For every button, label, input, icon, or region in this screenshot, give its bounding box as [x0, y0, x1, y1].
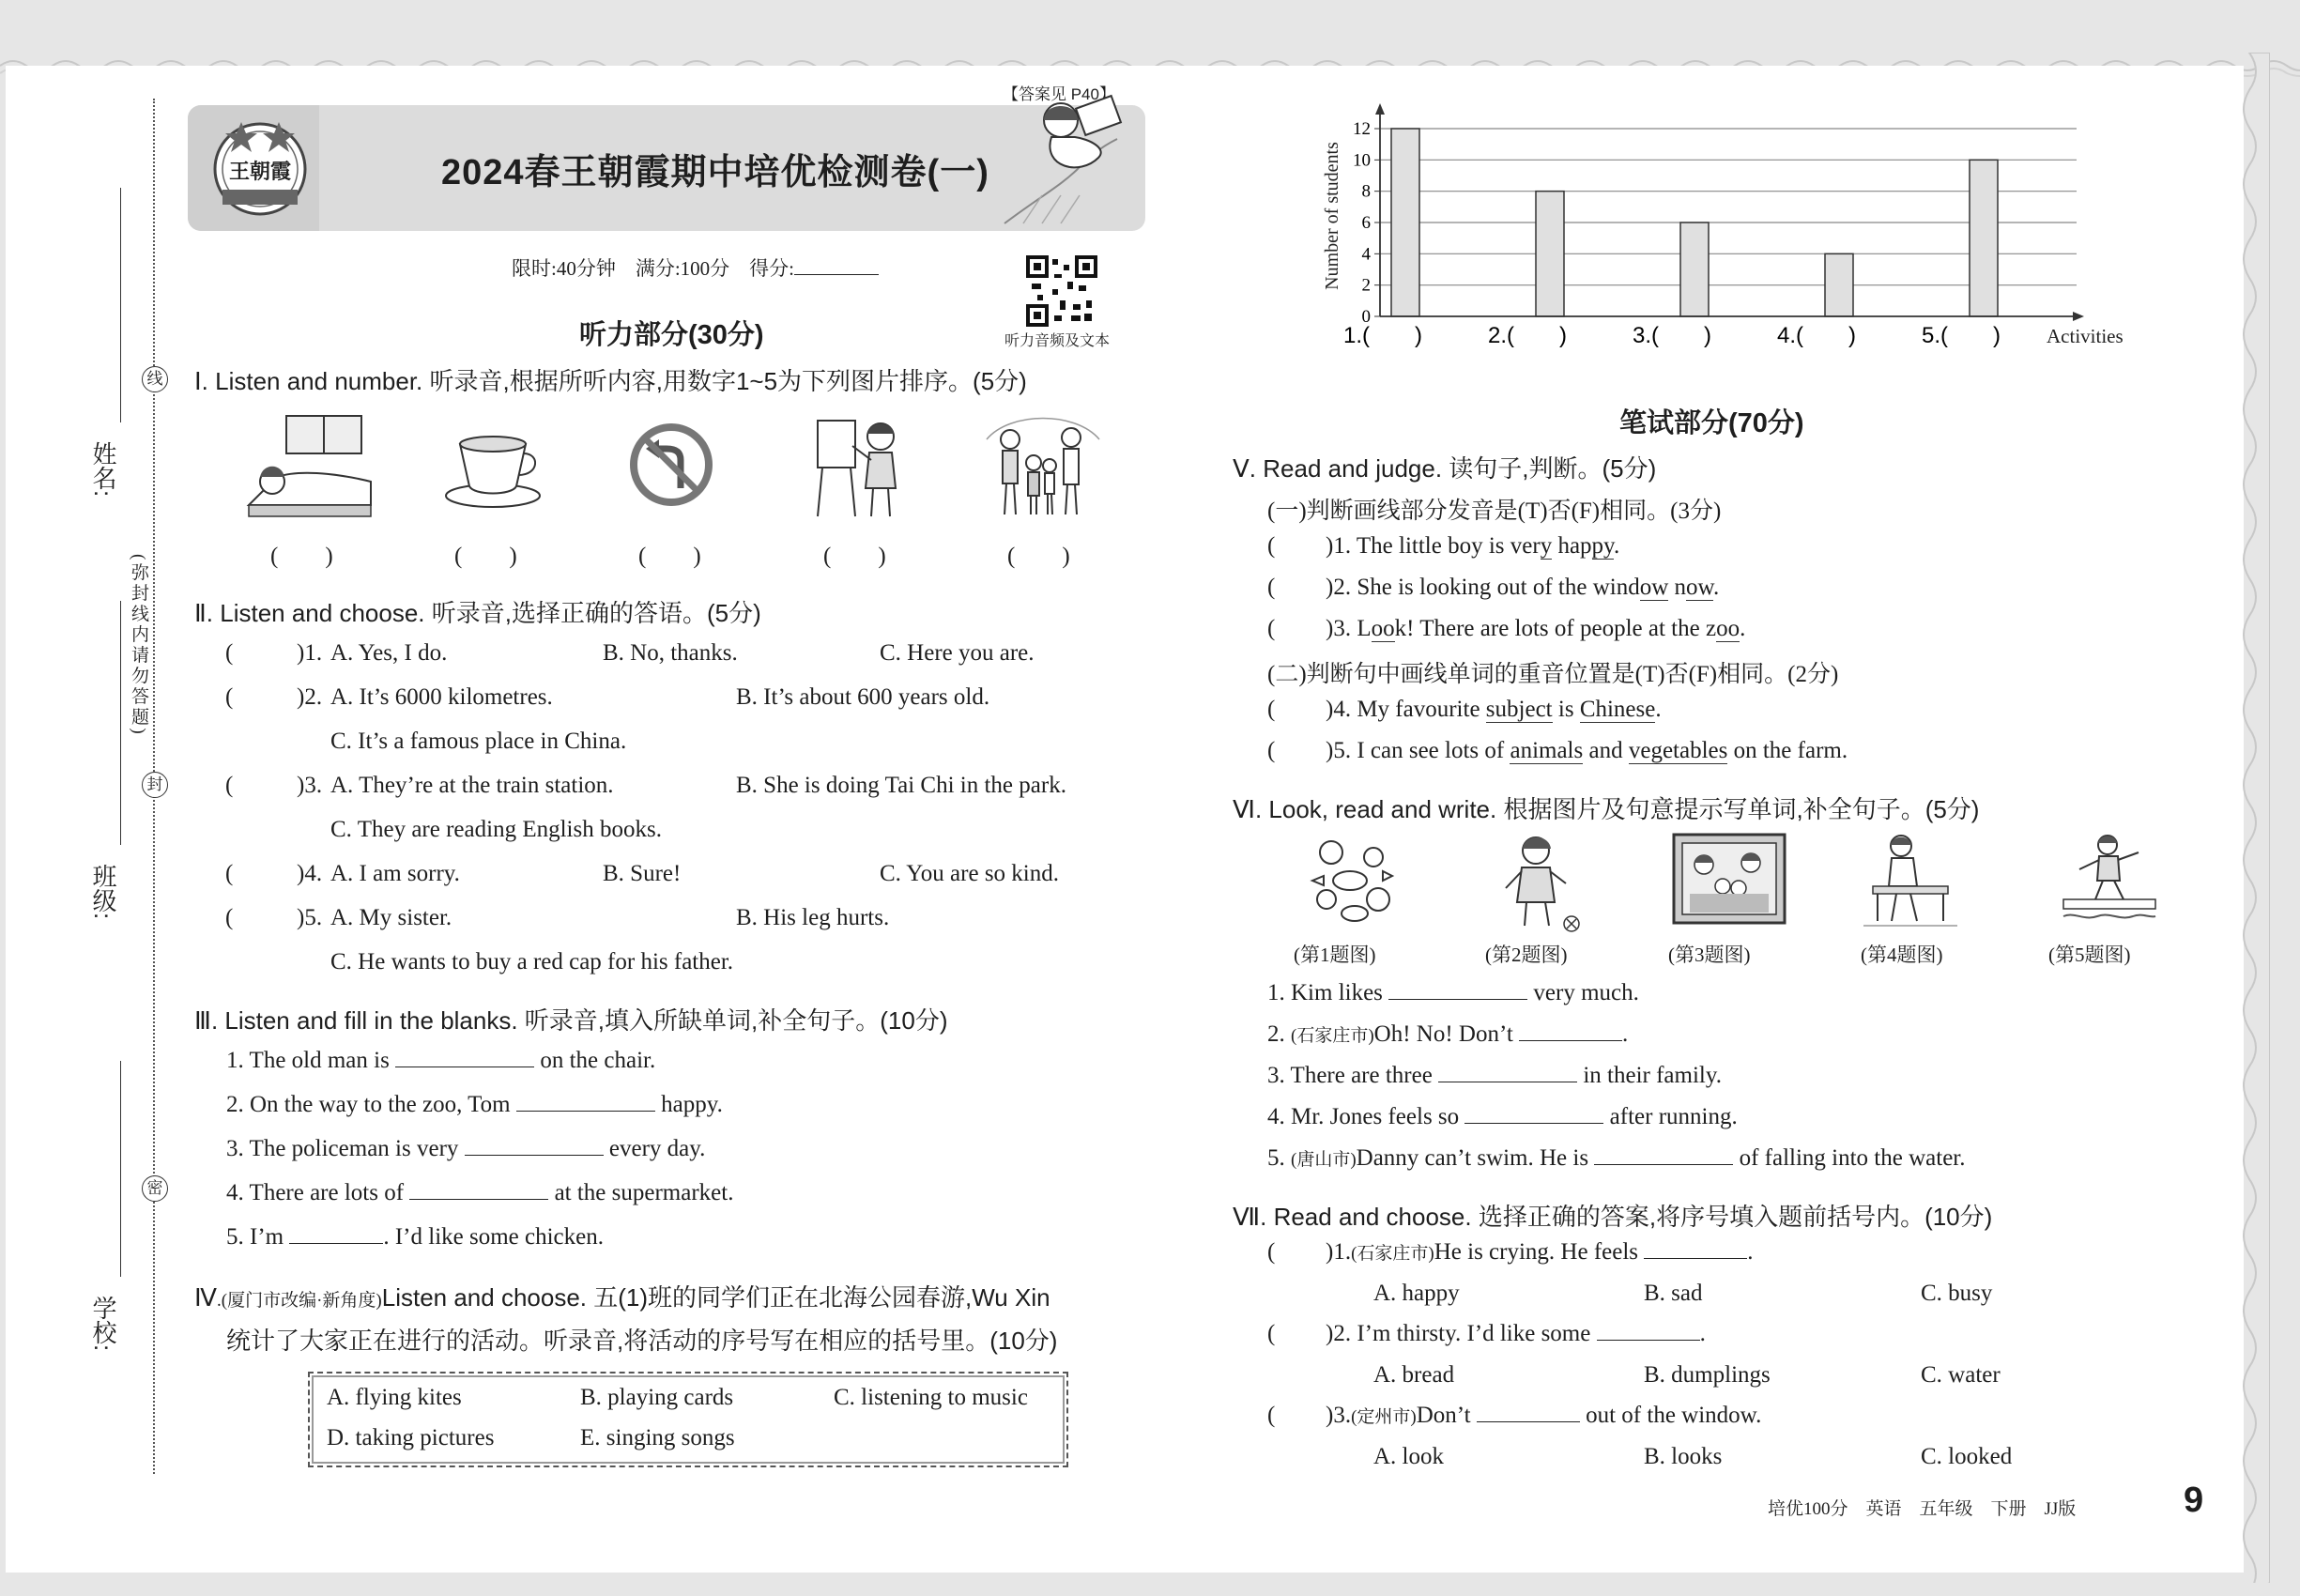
class-label: 班级: — [89, 864, 117, 920]
y-tick-label: 10 — [1353, 150, 1371, 171]
chart-y-ticks — [1353, 119, 1380, 327]
x-category-label-1: 1.( ) — [1343, 323, 1422, 348]
s3-blank-2[interactable] — [516, 1111, 655, 1112]
candies-icon — [1303, 834, 1406, 928]
name-label: 姓名: — [89, 441, 117, 498]
s7-item-3-option-b[interactable]: B. looks — [1644, 1444, 1723, 1469]
y-tick-label: 12 — [1353, 119, 1371, 139]
s2-item-3-option-c[interactable]: C. They are reading English books. — [330, 817, 662, 842]
s7-item-3-option-a[interactable]: A. look — [1373, 1444, 1444, 1469]
s5-item-4: ( )4. My favourite subject is Chinese. — [1267, 697, 1662, 722]
s2-item-5-option-a[interactable]: A. My sister. — [330, 905, 452, 930]
y-tick-label: 2 — [1361, 275, 1371, 296]
family-photo-icon — [1671, 832, 1787, 926]
s6-item-2: 2. (石家庄市)Oh! No! Don’t . — [1267, 1021, 1629, 1047]
logo-text: 王朝霞 — [228, 160, 292, 184]
s7-item-2: ( )2. I’m thirsty. I’d like some . — [1267, 1321, 1706, 1346]
s7-item-2-option-b[interactable]: B. dumplings — [1644, 1362, 1771, 1388]
activity-option-c: C. listening to music — [834, 1385, 1028, 1410]
s3-blank-4[interactable] — [409, 1199, 548, 1200]
s7-blank-3[interactable] — [1477, 1421, 1580, 1422]
x-category-label-5: 5.( ) — [1922, 323, 2001, 348]
s6-item-1: 1. Kim likes very much. — [1267, 980, 1639, 1005]
s7-item-1-option-a[interactable]: A. happy — [1373, 1281, 1460, 1306]
sleeping-child-icon — [239, 411, 380, 524]
activities-bar-chart — [1305, 94, 2150, 357]
s7-blank-2[interactable] — [1597, 1340, 1700, 1341]
s6-item-5: 5. (唐山市)Danny can’t swim. He is of falling into the water. — [1267, 1145, 1966, 1171]
activity-option-e: E. singing songs — [580, 1425, 735, 1450]
chart-y-label: Number of students — [1322, 142, 1342, 290]
listening-heading: 听力部分(30分) — [579, 320, 764, 350]
section-1-title: Ⅰ. Listen and number. 听录音,根据所听内容,用数字1~5为下列图片排序。(5分) — [194, 367, 1027, 395]
wavy-right-edge — [2232, 53, 2270, 1583]
y-tick-label: 6 — [1361, 213, 1371, 233]
qr-caption: 听力音频及文本 — [1004, 333, 1111, 349]
s2-item-1-option-a[interactable]: A. Yes, I do. — [330, 640, 448, 666]
chart-x-label: Activities — [2047, 325, 2124, 347]
qr-code[interactable] — [1026, 255, 1097, 327]
child-crossed-icon — [1498, 832, 1583, 935]
s2-item-2-option-b[interactable]: B. It’s about 600 years old. — [736, 684, 990, 710]
section-6-title: Ⅵ. Look, read and write. 根据图片及句意提示写单词,补全句子。(5分) — [1233, 795, 1980, 823]
s5-item-2: ( )2. She is looking out of the window now. — [1267, 575, 1720, 600]
s7-item-1-option-b[interactable]: B. sad — [1644, 1281, 1703, 1306]
bar-4 — [1825, 253, 1853, 316]
bar-1 — [1391, 129, 1419, 316]
s5-item-3: ( )3. Look! There are lots of people at the zoo. — [1267, 616, 1746, 641]
answer-reference: 【答案见 P40】 — [1003, 85, 1115, 103]
s2-item-3: ( )3. — [225, 773, 323, 798]
s2-item-3-option-a[interactable]: A. They’re at the train station. — [330, 773, 614, 798]
activity-option-a: A. flying kites — [327, 1385, 462, 1410]
x-axis-arrow — [2073, 312, 2084, 321]
s3-item-5: 5. I’m . I’d like some chicken. — [226, 1224, 605, 1250]
s2-item-1: ( )1. — [225, 640, 323, 666]
boy-painting-icon — [813, 413, 907, 521]
exam-meta: 限时:40分钟 满分:100分 得分: — [512, 253, 879, 282]
bar-2 — [1536, 192, 1564, 316]
footer-book-info: 培优100分 英语 五年级 下册 JJ版 — [1768, 1499, 2077, 1519]
s5-sub2: (二)判断句中画线单词的重音位置是(T)否(F)相同。(2分) — [1267, 662, 1839, 687]
s7-blank-1[interactable] — [1644, 1258, 1747, 1259]
answer-bracket-pic5[interactable]: ( ) — [1007, 544, 1070, 569]
writing-heading: 笔试部分(70分) — [1619, 408, 1804, 438]
publisher-logo — [208, 115, 312, 218]
s2-item-4-option-b[interactable]: B. Sure! — [603, 861, 682, 886]
s6-blank-4[interactable] — [1464, 1123, 1603, 1124]
no-left-turn-sign-icon — [629, 422, 713, 507]
y-axis-arrow — [1375, 103, 1385, 115]
seal-notice: (弥封线内请勿答题) — [129, 554, 148, 737]
s6-blank-5[interactable] — [1594, 1164, 1733, 1165]
tired-runner-on-bench-icon — [1859, 832, 1962, 929]
s2-item-2: ( )2. — [225, 684, 323, 710]
boy-near-water-icon — [2056, 832, 2163, 929]
cartoon-reader-icon — [986, 83, 1155, 233]
s2-item-2-option-c[interactable]: C. It’s a famous place in China. — [330, 729, 627, 754]
feng-mark: 封 — [142, 772, 168, 798]
s3-blank-3[interactable] — [465, 1155, 604, 1156]
s7-item-2-option-a[interactable]: A. bread — [1373, 1362, 1455, 1388]
section-5-title: Ⅴ. Read and judge. 读句子,判断。(5分) — [1233, 454, 1657, 483]
s6-caption-3: (第3题图) — [1668, 944, 1751, 966]
s6-item-4: 4. Mr. Jones feels so after running. — [1267, 1104, 1738, 1129]
section-4-title-line2: 统计了大家正在进行的活动。听录音,将活动的序号写在相应的括号里。(10分) — [226, 1327, 1058, 1355]
s7-item-1: ( )1.(石家庄市)He is crying. He feels . — [1267, 1239, 1754, 1265]
s5-sub1: (一)判断画线部分发音是(T)否(F)相同。(3分) — [1267, 499, 1722, 524]
x-category-label-2: 2.( ) — [1488, 323, 1567, 348]
name-field[interactable] — [120, 188, 121, 422]
s7-item-3: ( )3.(定州市)Don’t out of the window. — [1267, 1403, 1762, 1428]
x-category-label-4: 4.( ) — [1777, 323, 1856, 348]
s6-blank-1[interactable] — [1388, 999, 1527, 1000]
s2-item-5-option-b[interactable]: B. His leg hurts. — [736, 905, 890, 930]
s2-item-4-option-a[interactable]: A. I am sorry. — [330, 861, 460, 886]
s2-item-5: ( )5. — [225, 905, 323, 930]
page-number: 9 — [2184, 1481, 2204, 1520]
s3-item-3: 3. The policeman is very every day. — [226, 1136, 706, 1161]
s3-item-4: 4. There are lots of at the supermarket. — [226, 1180, 734, 1205]
s6-caption-2: (第2题图) — [1485, 944, 1568, 966]
mi-mark: 密 — [142, 1175, 168, 1202]
s5-item-1: ( )1. The little boy is very happy. — [1267, 533, 1620, 559]
s2-item-1-option-c[interactable]: C. Here you are. — [880, 640, 1035, 666]
s6-caption-4: (第4题图) — [1861, 944, 1943, 966]
section-2-title: Ⅱ. Listen and choose. 听录音,选择正确的答语。(5分) — [194, 599, 761, 627]
s7-item-3-option-c[interactable]: C. looked — [1921, 1444, 2013, 1469]
xian-mark: 线 — [142, 366, 168, 392]
family-walking-icon — [982, 411, 1104, 522]
s6-blank-2[interactable] — [1519, 1040, 1622, 1041]
s2-item-2-option-a[interactable]: A. It’s 6000 kilometres. — [330, 684, 553, 710]
s2-item-1-option-b[interactable]: B. No, thanks. — [603, 640, 738, 666]
school-label: 学校: — [89, 1296, 117, 1352]
answer-bracket-pic2[interactable]: ( ) — [454, 544, 517, 569]
s2-item-4-option-c[interactable]: C. You are so kind. — [880, 861, 1059, 886]
activity-option-d: D. taking pictures — [327, 1425, 495, 1450]
y-tick-label: 4 — [1361, 244, 1371, 265]
s6-caption-5: (第5题图) — [2048, 944, 2131, 966]
y-tick-label: 0 — [1361, 307, 1371, 327]
bar-5 — [1970, 160, 1998, 316]
answer-bracket-pic4[interactable]: ( ) — [823, 544, 886, 569]
s6-item-3: 3. There are three in their family. — [1267, 1063, 1722, 1088]
s6-caption-1: (第1题图) — [1294, 944, 1376, 966]
section-7-title: Ⅶ. Read and choose. 选择正确的答案,将序号填入题前括号内。(10分) — [1233, 1203, 1993, 1231]
s2-item-5-option-c[interactable]: C. He wants to buy a red cap for his father. — [330, 949, 734, 974]
s7-item-2-option-c[interactable]: C. water — [1921, 1362, 2001, 1388]
school-field[interactable] — [120, 1061, 121, 1277]
activity-option-b: B. playing cards — [580, 1385, 734, 1410]
chart-x-labels — [1343, 323, 2001, 348]
s7-item-1-option-c[interactable]: C. busy — [1921, 1281, 1993, 1306]
s5-item-5: ( )5. I can see lots of animals and vegetables on the farm. — [1267, 738, 1848, 763]
s3-item-1: 1. The old man is on the chair. — [226, 1048, 656, 1073]
s2-item-4: ( )4. — [225, 861, 323, 886]
s3-blank-5[interactable] — [289, 1243, 383, 1244]
answer-bracket-pic3[interactable]: ( ) — [638, 544, 701, 569]
s2-item-3-option-b[interactable]: B. She is doing Tai Chi in the park. — [736, 773, 1066, 798]
section-4-title: Ⅳ.(厦门市改编·新角度)Listen and choose. 五(1)班的同学们正在北海公园春游,Wu Xin — [194, 1283, 1050, 1312]
page-title: 2024春王朝霞期中培优检测卷(一) — [441, 153, 989, 192]
x-category-label-3: 3.( ) — [1633, 323, 1711, 348]
class-field[interactable] — [120, 601, 121, 845]
answer-bracket-pic1[interactable]: ( ) — [270, 544, 333, 569]
s3-item-2: 2. On the way to the zoo, Tom happy. — [226, 1092, 723, 1117]
section-3-title: Ⅲ. Listen and fill in the blanks. 听录音,填入所缺单词,补全句子。(10分) — [194, 1006, 948, 1035]
bar-3 — [1680, 223, 1709, 316]
y-tick-label: 8 — [1361, 181, 1371, 202]
teacup-icon — [441, 421, 544, 514]
